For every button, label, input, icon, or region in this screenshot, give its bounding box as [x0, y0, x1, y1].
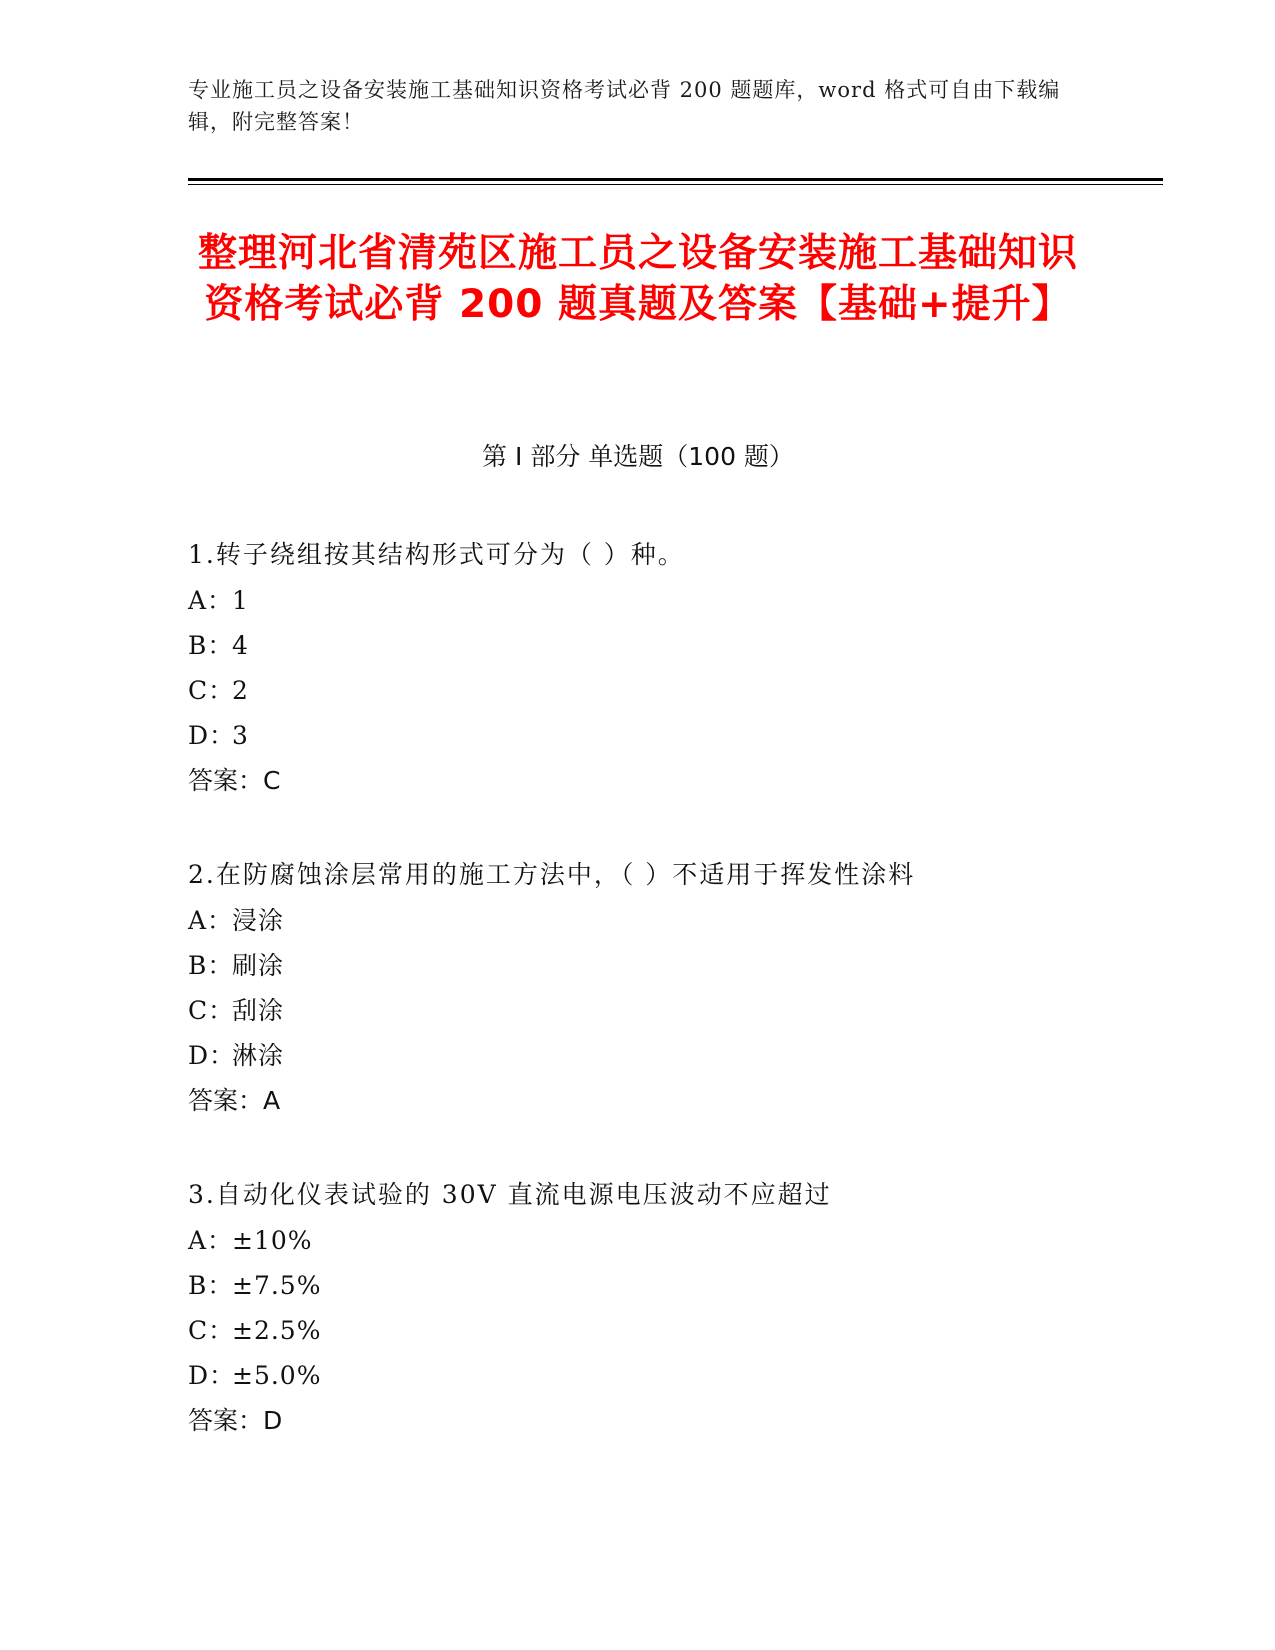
option-text: 淋涂: [232, 1041, 285, 1070]
document-title: 整理河北省清苑区施工员之设备安装施工基础知识资格考试必背 200 题真题及答案【基础+提升】: [197, 231, 1078, 327]
option-a: [188, 1218, 1148, 1263]
option-key: A：: [188, 906, 234, 935]
option-key: B：: [188, 1271, 234, 1300]
question-stem: 3.自动化仪表试验的 30V 直流电源电压波动不应超过: [188, 1180, 832, 1209]
option-text: ±7.5%: [232, 1271, 322, 1300]
option-text: 2: [232, 676, 249, 705]
question-3: [188, 1172, 1148, 1444]
section-heading: 第 I 部分 单选题（100 题）: [482, 442, 794, 471]
option-c: [188, 988, 1148, 1033]
option-d: [188, 1033, 1148, 1078]
option-text: 1: [232, 586, 249, 615]
header-note: 专业施工员之设备安装施工基础知识资格考试必背 200 题题库，word 格式可自由下载编辑，附完整答案！: [188, 78, 1061, 134]
option-b: [188, 1263, 1148, 1308]
option-text: 刷涂: [232, 951, 285, 980]
answer-line: 答案：D: [188, 1406, 283, 1435]
question-stem: 2.在防腐蚀涂层常用的施工方法中，（ ）不适用于挥发性涂料: [188, 860, 916, 889]
option-key: C：: [188, 1316, 235, 1345]
option-text: 4: [232, 631, 249, 660]
option-key: C：: [188, 676, 235, 705]
option-key: B：: [188, 951, 234, 980]
header-divider-thin: [188, 184, 1163, 185]
option-list: [188, 898, 1148, 1078]
option-text: ±5.0%: [232, 1361, 322, 1390]
option-key: D：: [188, 1041, 236, 1070]
question-1: [188, 532, 1148, 804]
option-key: A：: [188, 586, 234, 615]
option-text: ±10%: [232, 1226, 313, 1255]
option-b: [188, 943, 1148, 988]
answer-line: 答案：C: [188, 766, 281, 795]
header-divider-thick: [188, 178, 1163, 181]
option-c: [188, 1308, 1148, 1353]
option-d: [188, 1353, 1148, 1398]
option-a: [188, 578, 1148, 623]
question-stem: 1.转子绕组按其结构形式可分为（ ）种。: [188, 540, 685, 569]
option-text: 3: [232, 721, 249, 750]
option-text: 浸涂: [232, 906, 285, 935]
option-key: C：: [188, 996, 235, 1025]
option-key: A：: [188, 1226, 234, 1255]
option-a: [188, 898, 1148, 943]
answer-line: 答案：A: [188, 1086, 281, 1115]
option-text: ±2.5%: [232, 1316, 322, 1345]
option-key: D：: [188, 1361, 236, 1390]
option-text: 刮涂: [232, 996, 285, 1025]
question-list: [188, 532, 1148, 1492]
question-2: [188, 852, 1148, 1124]
option-key: B：: [188, 631, 234, 660]
option-c: [188, 668, 1148, 713]
option-key: D：: [188, 721, 236, 750]
option-list: [188, 1218, 1148, 1398]
option-list: [188, 578, 1148, 758]
option-d: [188, 713, 1148, 758]
option-b: [188, 623, 1148, 668]
